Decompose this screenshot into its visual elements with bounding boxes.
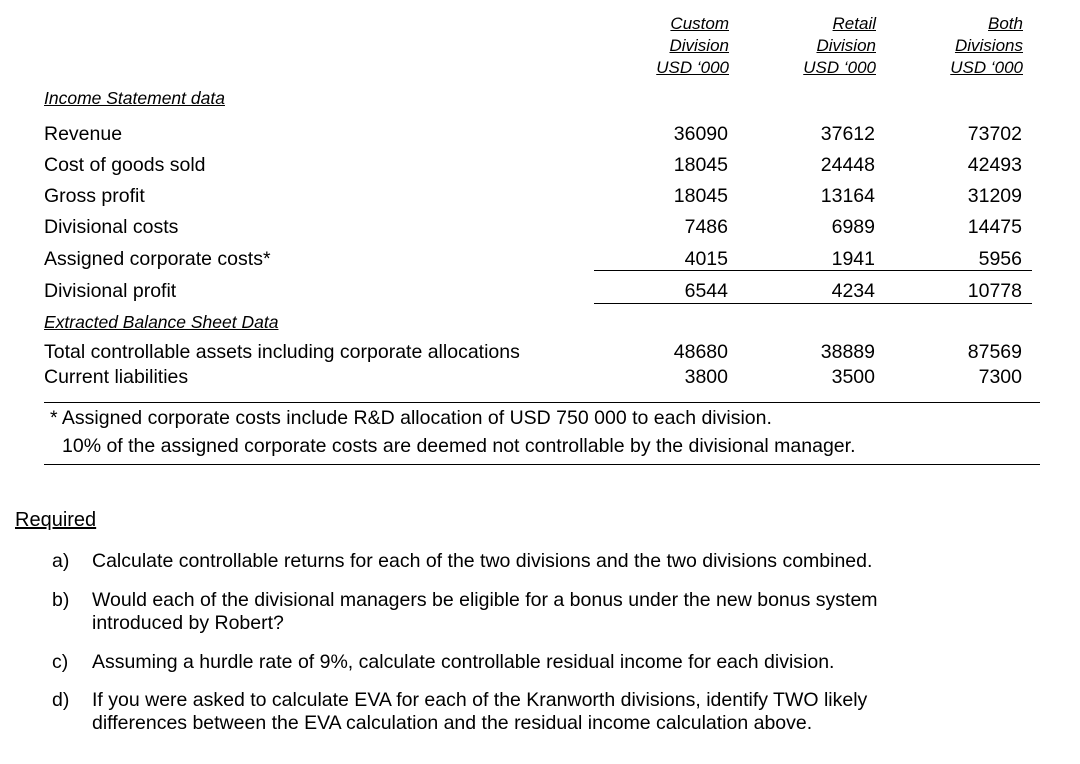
value-custom: 3800 (684, 366, 728, 388)
row-label: Divisional costs (44, 216, 179, 238)
value-custom: 18045 (673, 154, 728, 176)
column-header-line: Division (669, 36, 729, 55)
value-both: 42493 (967, 154, 1022, 176)
value-retail: 37612 (820, 123, 875, 145)
value-both: 10778 (967, 280, 1022, 302)
value-both: 14475 (967, 216, 1022, 238)
required-heading: Required (15, 509, 97, 531)
value-both: 5956 (978, 248, 1022, 270)
value-retail: 3500 (831, 366, 875, 388)
question-text: Assuming a hurdle rate of 9%, calculate controllable residual income for each division. (92, 651, 835, 673)
column-header-retail (746, 13, 876, 79)
row-label: Cost of goods sold (44, 154, 206, 176)
question-text: Calculate controllable returns for each of the two divisions and the two divisions combined. (92, 550, 873, 572)
column-header-line: Divisions (954, 36, 1023, 55)
value-custom: 36090 (673, 123, 728, 145)
column-header-line: Custom (670, 14, 729, 33)
subtotal-rule-top (594, 270, 1032, 271)
row-label: Assigned corporate costs* (44, 248, 271, 270)
value-custom: 18045 (673, 185, 728, 207)
footnote-rule-bottom (44, 464, 1040, 465)
row-label: Gross profit (44, 185, 145, 207)
column-header-line: Retail (832, 14, 876, 33)
footnote-rule-top (44, 402, 1040, 403)
value-both: 73702 (967, 123, 1022, 145)
question-d (52, 689, 972, 737)
footnote-line-2: 10% of the assigned corporate costs are deemed not controllable by the divisional manager. (62, 435, 856, 457)
value-retail: 24448 (820, 154, 875, 176)
value-retail: 1941 (831, 248, 875, 270)
balance-sheet-title: Extracted Balance Sheet Data (44, 312, 279, 332)
row-label: Revenue (44, 123, 123, 145)
column-header-line: Division (816, 36, 876, 55)
question-letter: a) (52, 550, 70, 572)
row-label: Total controllable assets including corporate allocations (44, 341, 520, 363)
question-letter: c) (52, 651, 69, 673)
value-custom: 4015 (684, 248, 728, 270)
value-custom: 48680 (673, 341, 728, 363)
subtotal-rule-bottom (594, 303, 1032, 304)
income-statement-title: Income Statement data (44, 88, 225, 108)
value-retail: 13164 (820, 185, 875, 207)
question-letter: b) (52, 589, 70, 611)
value-retail: 4234 (831, 280, 875, 302)
value-custom: 7486 (684, 216, 728, 238)
question-letter: d) (52, 689, 70, 711)
value-both: 7300 (978, 366, 1022, 388)
value-both: 31209 (967, 185, 1022, 207)
footnote-line-1: * Assigned corporate costs include R&D allocation of USD 750 000 to each division. (50, 407, 772, 429)
column-header-custom (600, 13, 729, 79)
question-b (52, 589, 972, 637)
column-header-both (893, 13, 1023, 79)
value-both: 87569 (967, 341, 1022, 363)
column-header-line: USD ‘000 (803, 58, 876, 77)
column-header-line: USD ‘000 (656, 58, 729, 77)
value-retail: 38889 (820, 341, 875, 363)
value-retail: 6989 (831, 216, 875, 238)
column-header-line: Both (988, 14, 1023, 33)
row-label: Current liabilities (44, 366, 189, 388)
row-label: Divisional profit (44, 280, 177, 302)
question-text: If you were asked to calculate EVA for each of the Kranworth divisions, identify TWO likely differences between the EVA calculation and the residual income calculation above. (92, 689, 868, 734)
question-c (52, 651, 972, 675)
column-header-line: USD ‘000 (950, 58, 1023, 77)
question-text: Would each of the divisional managers be eligible for a bonus under the new bonus system introduced by Robert? (92, 589, 878, 634)
value-custom: 6544 (684, 280, 728, 302)
question-a (52, 550, 972, 574)
